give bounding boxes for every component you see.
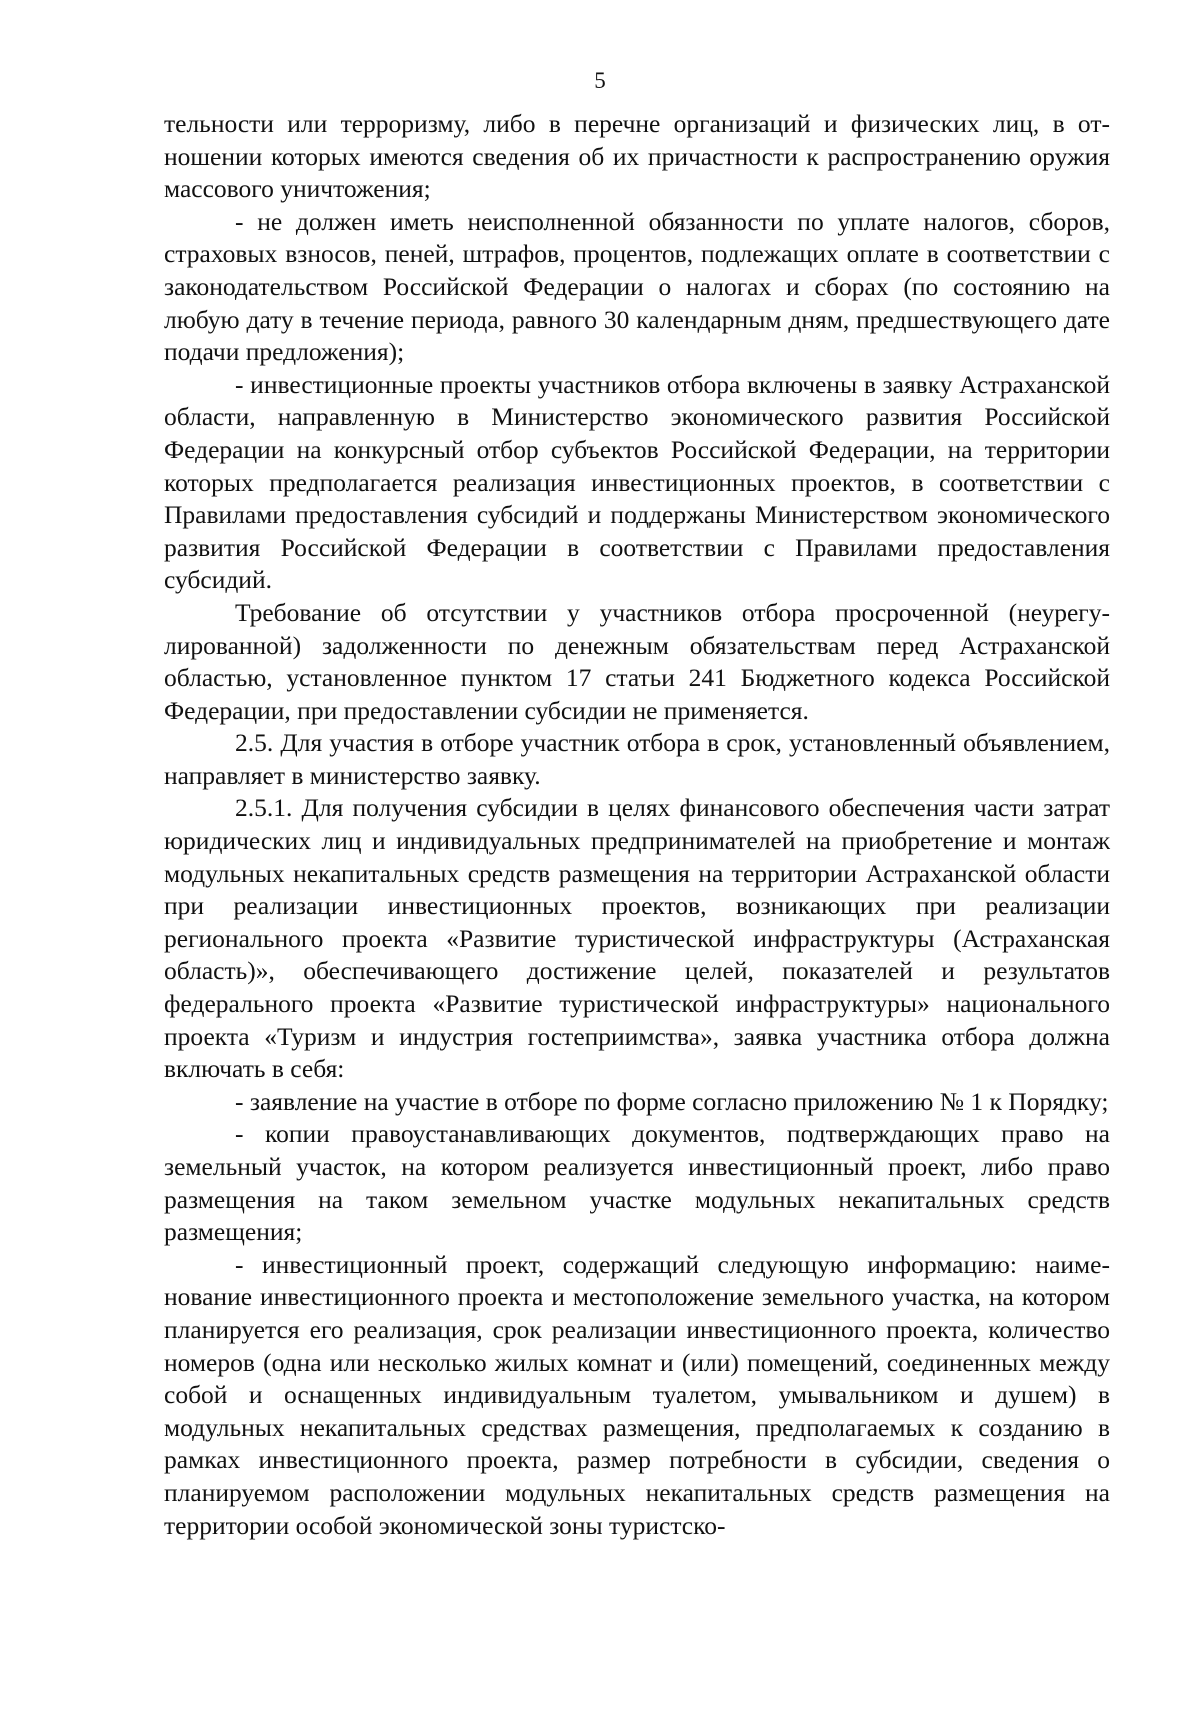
paragraph-section-2-5: 2.5. Для участия в отборе участник отбора в срок, установленный объявлением, направляет в министерство заявку. bbox=[164, 728, 1110, 790]
paragraph-investment-projects: - инвестиционные проекты участников отбора включены в заявку Астраханской области, направленную в Министерство экономического развития Российской Федерации на конкурсный отбор субъектов Российской Федерации, на территории которых предполагается реализация инвестиционных проектов, в соответствии с Правилами предоставления субсидий и поддержаны Министерством экономического развития Российской Федерации в соответствии с Правилами предоставления субсидий. bbox=[164, 369, 1110, 595]
list-item-application-form: - заявление на участие в отборе по форме согласно приложению № 1 к Порядку; bbox=[235, 1086, 1109, 1116]
list-item-investment-project-info: - инвестиционный проект, содержащий следующую информацию: наименование инвестиционного проекта и местоположение земельного участка, на котором планируется его реализация, срок реализации инвестиционного проекта, количество номеров (одна или несколько жилых комнат и (или) помещений, соединенных между собой и оснащенных индивидуальным туалетом, умывальником и душем) в модульных некапитальных средствах размещения, предполагаемых к созданию в рамках инвестиционного проекта, размер потребности в субсидии, сведения о планируемом расположении модульных некапитальных средств размещения на территории особой экономической зоны туристско- bbox=[164, 1249, 1110, 1540]
page-number: 5 bbox=[594, 68, 606, 93]
paragraph-debt-requirement: Требование об отсутствии у участников отбора просроченной (неурегулированной) задолженности по денежным обязательствам перед Астраханской областью, установленное пунктом 17 статьи 241 Бюджетного кодекса Российской Федерации, при предоставлении субсидии не применяется. bbox=[164, 597, 1110, 725]
paragraph-tax-obligations: - не должен иметь неисполненной обязанности по уплате налогов, сборов, страховых взносов, пеней, штрафов, процентов, подлежащих оплате в соответствии с законодательством Российской Федерации о налогах и сборах (по состоянию на любую дату в течение периода, равного 30 календарным дням, предшествующего дате подачи предложения); bbox=[164, 206, 1110, 367]
document-body bbox=[164, 108, 1110, 1542]
paragraph-section-2-5-1: 2.5.1. Для получения субсидии в целях финансового обеспечения части затрат юридических лиц и индивидуальных предпринимателей на приобретение и монтаж модульных некапитальных средств размещения на территории Астраханской области при реализации инвестиционных проектов, возникающих при реализации регионального проекта «Развитие туристической инфраструктуры (Астраханская область)», обеспечивающего достижение целей, показателей и результатов федерального проекта «Развитие туристической инфраструктуры» национального проекта «Туризм и индустрия гостеприимства», заявка участника отбора должна включать в себя: bbox=[164, 793, 1110, 1084]
list-item-land-documents: - копии правоустанавливающих документов, подтверждающих право на земельный участок, на котором реализуется инвестиционный проект, либо право размещения на таком земельном участке модульных некапитальных средств размещения; bbox=[164, 1119, 1110, 1247]
paragraph-continuation: тельности или терроризму, либо в перечне организаций и физических лиц, в отношении которых имеются сведения об их причастности к распространению оружия массового уничтожения; bbox=[164, 109, 1110, 204]
